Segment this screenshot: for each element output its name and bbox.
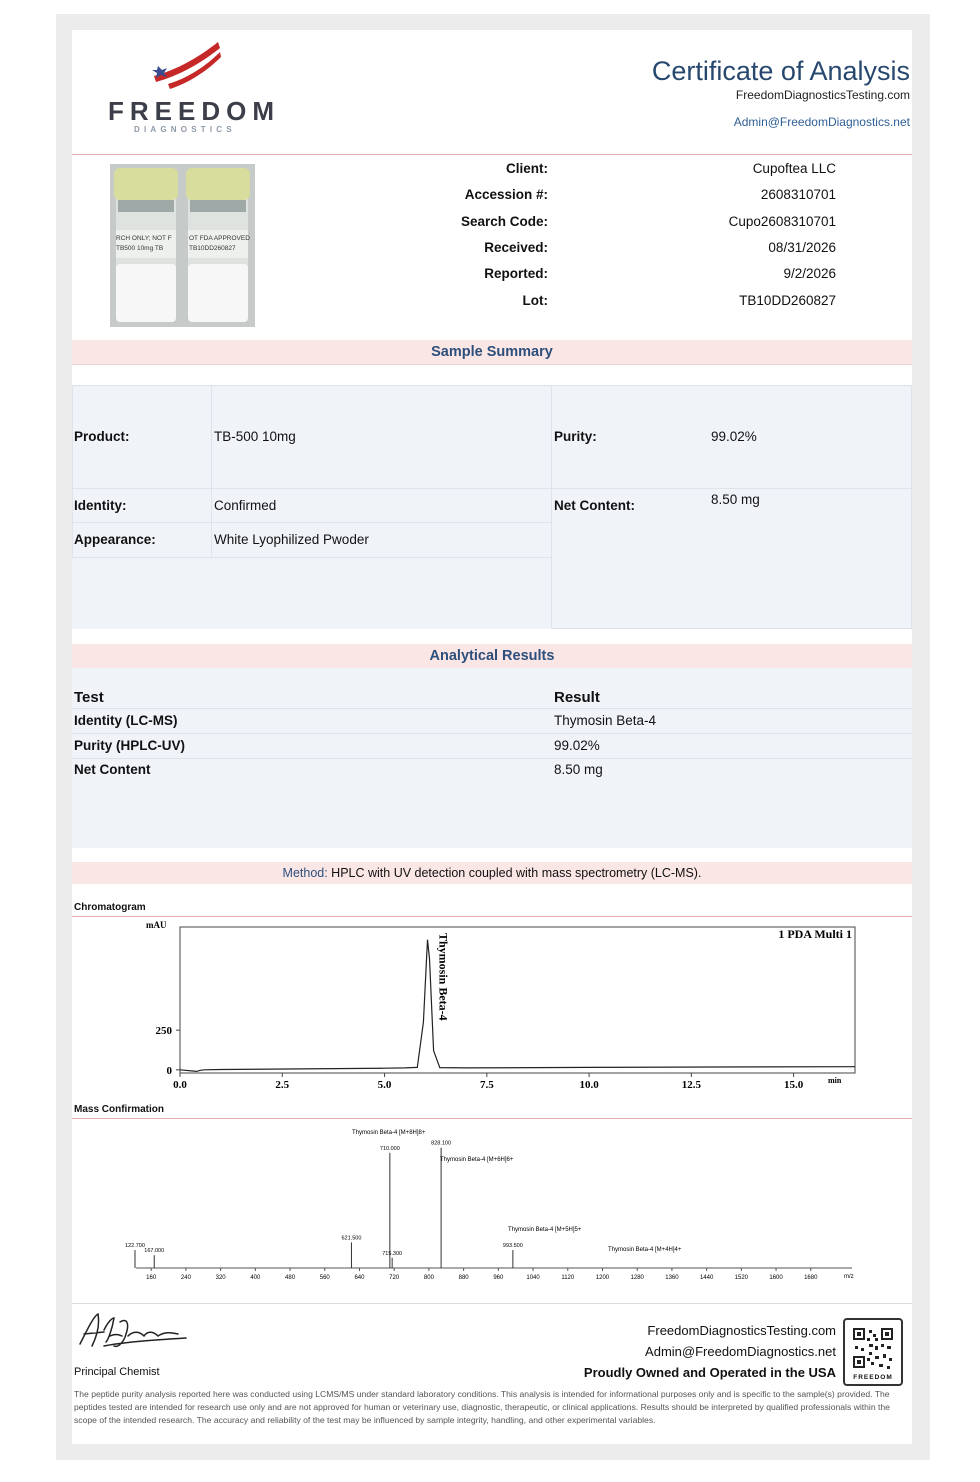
x-tick-label: 2.5 (275, 1079, 290, 1091)
lot-label: Lot: (522, 293, 548, 308)
signature-image (74, 1308, 194, 1354)
divider (72, 733, 912, 734)
plot-frame (180, 927, 855, 1073)
net-content-value: 8.50 mg (711, 492, 760, 507)
section-title: Sample Summary (431, 344, 553, 360)
client-value: Cupoftea LLC (752, 161, 836, 176)
x-tick-label: 1280 (630, 1275, 644, 1281)
legend-label: 1 PDA Multi 1 (778, 927, 852, 941)
table-row-result: 99.02% (554, 738, 600, 753)
y-unit-label: mAU (146, 920, 167, 930)
x-tick-label: 400 (250, 1275, 261, 1281)
ion-annotation: Thymosin Beta-4 [M+8H]8+ (352, 1130, 426, 1136)
section-title: Analytical Results (429, 648, 555, 664)
method-label: Method: (282, 866, 328, 880)
vial-label-line: OT FDA APPROVED (189, 235, 250, 242)
appearance-value: White Lyophilized Pwoder (214, 532, 369, 547)
peak-value-label: 122.700 (125, 1243, 145, 1250)
peak-value-label: 715.300 (382, 1250, 403, 1257)
x-unit-label: m/z (844, 1274, 854, 1280)
y-tick-label: 250 (155, 1025, 172, 1038)
chromatogram-heading: Chromatogram (74, 902, 146, 913)
x-tick-label: 7.5 (479, 1079, 494, 1091)
peak-value-label: 167.000 (144, 1248, 165, 1255)
x-tick-label: 880 (458, 1275, 469, 1281)
method-text: HPLC with UV detection coupled with mass spectrometry (LC-MS). (327, 866, 702, 880)
footer-email[interactable]: Admin@FreedomDiagnostics.net (645, 1344, 836, 1359)
identity-value: Confirmed (214, 498, 277, 513)
peak-value-label: 621.500 (341, 1235, 362, 1242)
purity-label: Purity: (554, 429, 597, 444)
vial-photo (110, 164, 255, 327)
header-website[interactable]: FreedomDiagnosticsTesting.com (735, 88, 910, 102)
mass-heading: Mass Confirmation (74, 1104, 165, 1115)
flag-logo-icon (148, 40, 224, 92)
x-tick-label: 1600 (769, 1275, 783, 1281)
vial-label-line: TB500 10mg TB (116, 245, 164, 252)
reported-value: 9/2/2026 (783, 266, 836, 281)
divider (72, 154, 912, 155)
x-tick-label: 10.0 (579, 1079, 599, 1091)
accession-label: Accession #: (464, 187, 548, 202)
x-tick-label: 640 (354, 1275, 365, 1281)
method-band (72, 862, 912, 884)
logo-wordmark: FREEDOM (108, 96, 280, 126)
divider (72, 1118, 912, 1119)
x-tick-label: 160 (146, 1275, 157, 1281)
x-tick-label: 560 (319, 1275, 330, 1281)
client-label: Client: (506, 161, 548, 176)
net-content-label: Net Content: (554, 498, 635, 513)
x-tick-label: 960 (493, 1275, 504, 1281)
search-code-label: Search Code: (460, 214, 548, 229)
vial-label-line: TB10DD260827 (189, 245, 236, 252)
appearance-label: Appearance: (74, 532, 156, 547)
peak-value-label: 993.500 (502, 1243, 523, 1250)
analytical-results-header (72, 644, 912, 668)
chemist-role: Principal Chemist (74, 1366, 160, 1378)
x-tick-label: 320 (215, 1275, 226, 1281)
chromatogram-chart (72, 918, 912, 1098)
product-label: Product: (74, 429, 130, 444)
header-email[interactable]: Admin@FreedomDiagnostics.net (733, 115, 910, 129)
peak-value-label: 828.100 (431, 1140, 452, 1147)
divider (72, 758, 912, 759)
certificate-title: Certificate of Analysis (651, 56, 910, 86)
logo-subtitle: DIAGNOSTICS (134, 125, 236, 134)
x-tick-label: 1440 (699, 1275, 714, 1281)
mass-spectrum-chart (72, 1120, 912, 1290)
lot-value: TB10DD260827 (739, 293, 836, 308)
ion-annotation: Thymosin Beta-4 [M+4H]4+ (608, 1247, 682, 1253)
x-tick-label: 1680 (804, 1275, 818, 1281)
product-value: TB-500 10mg (214, 429, 296, 444)
table-row-result: Thymosin Beta-4 (554, 713, 657, 728)
table-row-test: Purity (HPLC-UV) (74, 738, 185, 753)
purity-value: 99.02% (711, 429, 757, 444)
ion-annotation: Thymosin Beta-4 [M+6H]6+ (440, 1157, 514, 1163)
search-code-value: Cupo2608310701 (728, 214, 836, 229)
received-label: Received: (484, 240, 548, 255)
x-tick-label: 15.0 (784, 1079, 804, 1091)
identity-label: Identity: (74, 498, 127, 513)
x-tick-label: 12.5 (681, 1079, 701, 1091)
x-unit-label: min (828, 1076, 842, 1085)
footer-owned-text: Proudly Owned and Operated in the USA (583, 1365, 836, 1380)
chromatogram-trace (180, 940, 855, 1072)
x-tick-label: 1040 (526, 1275, 540, 1281)
vial-label-line: RCH ONLY; NOT F (116, 235, 172, 242)
x-tick-label: 240 (180, 1275, 191, 1281)
table-row-test: Identity (LC-MS) (74, 713, 178, 728)
disclaimer: The peptide purity analysis reported here was conducted using LCMS/MS under standard laboratory conditions. This analysis is intended for informational purposes only and is specific to the sample(s) provided. The peptides tested are intended for research use only and are not approved for human or veterinary use, diagnostic, therapeutic, or clinical applications. Results should be interpreted by qualified professionals within the scope of the intended research. The accuracy and reliability of the test may be influenced by sample integrity, handling, and other experimental variables. (74, 1389, 890, 1425)
column-header-result: Result (554, 689, 600, 706)
ion-annotation: Thymosin Beta-4 [M+5H]5+ (508, 1227, 582, 1233)
qr-caption: FREEDOM (853, 1374, 893, 1381)
divider (72, 1303, 912, 1304)
reported-label: Reported: (484, 266, 548, 281)
x-tick-label: 800 (423, 1275, 434, 1281)
x-tick-label: 480 (285, 1275, 296, 1281)
x-tick-label: 5.0 (377, 1079, 392, 1091)
divider (72, 364, 912, 365)
accession-value: 2608310701 (760, 187, 836, 202)
received-value: 08/31/2026 (768, 240, 836, 255)
peak-label: Thymosin Beta-4 (436, 933, 451, 1021)
divider (72, 708, 912, 709)
divider (72, 916, 912, 917)
table-row-test: Net Content (74, 762, 151, 777)
qr-code-icon[interactable] (843, 1318, 903, 1386)
sample-summary-table (72, 385, 912, 629)
x-tick-label: 1360 (665, 1275, 679, 1281)
y-tick-label: 0 (166, 1064, 172, 1077)
x-tick-label: 1120 (561, 1275, 575, 1281)
sample-summary-header (72, 340, 912, 364)
peak-value-label: 710.000 (379, 1145, 400, 1152)
column-header-test: Test (74, 689, 104, 706)
footer-website[interactable]: FreedomDiagnosticsTesting.com (647, 1323, 836, 1338)
x-tick-label: 1520 (734, 1275, 749, 1281)
x-tick-label: 720 (389, 1275, 400, 1281)
x-tick-label: 0.0 (173, 1079, 187, 1091)
x-tick-label: 1200 (595, 1275, 610, 1281)
table-row-result: 8.50 mg (554, 762, 603, 777)
